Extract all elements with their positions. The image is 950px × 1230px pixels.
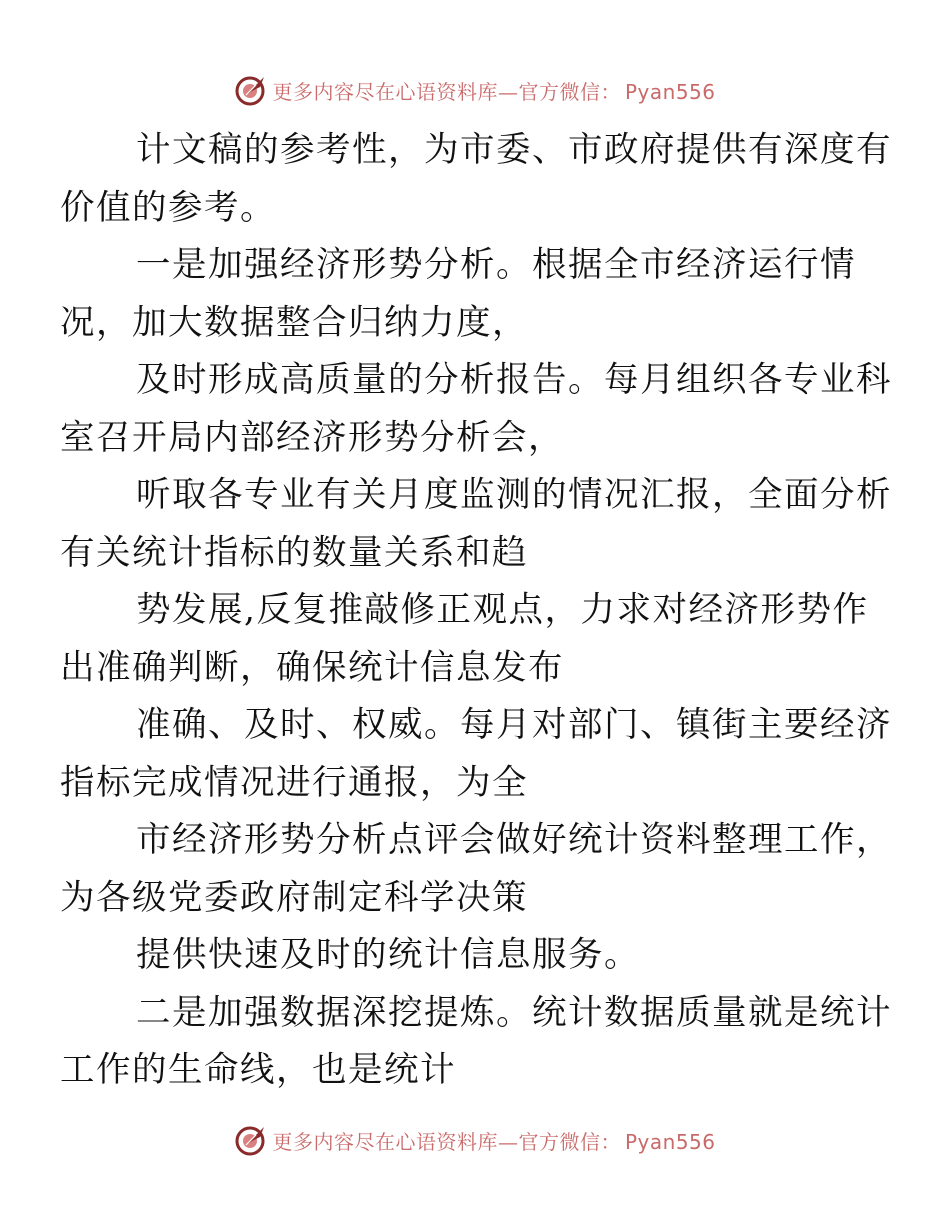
header-banner-text: [272, 76, 715, 105]
paragraph-2: [60, 237, 858, 352]
paragraph-line: 出准确判断，确保统计信息发布: [60, 647, 564, 688]
paragraph-line: 听取各专业有关月度监测的情况汇报，全面分析: [136, 475, 892, 515]
paragraph-line: 市经济形势分析点评会做好统计资料整理工作，: [136, 820, 892, 860]
paragraph-line: 一是加强经济形势分析。根据全市经济运行情: [136, 245, 856, 285]
paragraph-8: [98, 927, 858, 985]
footer-banner: [0, 1120, 950, 1160]
header-banner: [0, 70, 950, 110]
paragraph-line: 提供快速及时的统计信息服务。: [136, 935, 640, 975]
paragraph-line: 二是加强数据深挖提炼。统计数据质量就是统计: [136, 992, 892, 1033]
document-body: [60, 122, 892, 1100]
feather-quill-logo-icon: [234, 1123, 268, 1157]
feather-quill-logo-icon: [234, 73, 268, 107]
footer-banner-label: 更多内容尽在心语资料库—官方微信：: [272, 1129, 621, 1154]
paragraph-6: [60, 697, 892, 812]
paragraph-1: [60, 122, 892, 237]
paragraph-line: 计文稿的参考性，为市委、市政府提供有深度有: [136, 130, 892, 170]
paragraph-5: [60, 582, 869, 697]
paragraph-line: 价值的参考。: [60, 187, 276, 228]
paragraph-line: 有关统计指标的数量关系和趋: [60, 532, 528, 573]
paragraph-7: [60, 812, 892, 927]
paragraph-4: [60, 467, 892, 582]
header-wechat-id: Pyan556: [624, 79, 716, 104]
paragraph-line: 为各级党委政府制定科学决策: [60, 877, 528, 918]
header-banner-label: 更多内容尽在心语资料库—官方微信：: [272, 79, 621, 104]
paragraph-line: 工作的生命线，也是统计: [60, 1050, 456, 1090]
paragraph-line: 指标完成情况进行通报，为全: [60, 762, 528, 803]
paragraph-3: [60, 352, 892, 467]
paragraph-line: 势发展,反复推敲修正观点，力求对经济形势作: [136, 590, 869, 630]
paragraph-line: 况，加大数据整合归纳力度，: [60, 302, 528, 343]
paragraph-line: 室召开局内部经济形势分析会，: [60, 417, 564, 458]
footer-wechat-id: Pyan556: [624, 1129, 716, 1154]
footer-banner-text: [272, 1126, 715, 1155]
paragraph-line: 及时形成高质量的分析报告。每月组织各专业科: [136, 360, 892, 400]
paragraph-line: 准确、及时、权威。每月对部门、镇街主要经济: [136, 705, 892, 745]
paragraph-9: [60, 985, 892, 1100]
